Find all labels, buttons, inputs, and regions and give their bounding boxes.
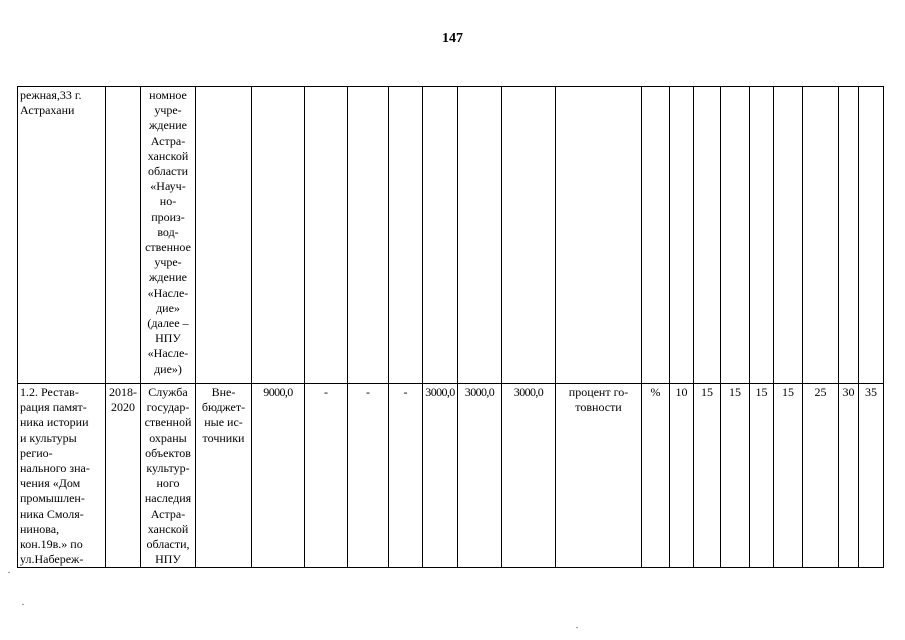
year-cell xyxy=(502,87,556,384)
total-cell xyxy=(252,87,305,384)
page-number: 147 xyxy=(442,31,463,46)
source-cell xyxy=(196,87,252,384)
year-cell: 3000,0 xyxy=(423,384,458,568)
value-cell: 15 xyxy=(694,384,721,568)
year-cell xyxy=(305,87,348,384)
value-cell xyxy=(694,87,721,384)
scan-speck xyxy=(22,604,24,605)
executor-cell: номное учре- ждение Астра- ханской области «Науч- но- произ- вод- ственное учре- ждение «Насле- дие» (далее – НПУ «Насле- дие») xyxy=(141,87,196,384)
value-cell xyxy=(750,87,774,384)
measure-name-cell: режная,33 г. Астрахани xyxy=(18,87,106,384)
indicator-cell: процент го- товности xyxy=(556,384,642,568)
year-cell xyxy=(423,87,458,384)
unit-cell xyxy=(642,87,670,384)
value-cell: 15 xyxy=(721,384,750,568)
value-cell xyxy=(803,87,839,384)
years-cell: 2018- 2020 xyxy=(106,384,141,568)
scan-speck xyxy=(576,627,578,628)
value-cell: 25 xyxy=(803,384,839,568)
value-cell: 35 xyxy=(859,384,884,568)
unit-cell: % xyxy=(642,384,670,568)
value-cell xyxy=(670,87,694,384)
years-cell xyxy=(106,87,141,384)
measure-name-cell: 1.2. Рестав- рация памят- ника истории и культуры регио- нального зна- чения «Дом промышлен- ника Смоля- нинова, кон.19в.» по ул.Набереж- xyxy=(18,384,106,568)
value-cell xyxy=(774,87,803,384)
year-cell: 3000,0 xyxy=(458,384,502,568)
year-cell: 3000,0 xyxy=(502,384,556,568)
year-cell xyxy=(458,87,502,384)
value-cell: 30 xyxy=(839,384,859,568)
scan-speck xyxy=(8,572,10,573)
value-cell: 10 xyxy=(670,384,694,568)
indicator-cell xyxy=(556,87,642,384)
executor-cell: Служба государ- ственной охраны объектов культур- ного наследия Астра- ханской области, НПУ xyxy=(141,384,196,568)
total-cell: 9000,0 xyxy=(252,384,305,568)
value-cell: 15 xyxy=(750,384,774,568)
year-cell: - xyxy=(348,384,389,568)
table-row xyxy=(18,87,884,384)
value-cell xyxy=(839,87,859,384)
source-cell: Вне- бюджет- ные ис- точники xyxy=(196,384,252,568)
year-cell: - xyxy=(305,384,348,568)
year-cell xyxy=(348,87,389,384)
value-cell xyxy=(721,87,750,384)
value-cell xyxy=(859,87,884,384)
value-cell: 15 xyxy=(774,384,803,568)
table-row xyxy=(18,384,884,568)
year-cell: - xyxy=(389,384,423,568)
program-table xyxy=(17,86,884,568)
year-cell xyxy=(389,87,423,384)
